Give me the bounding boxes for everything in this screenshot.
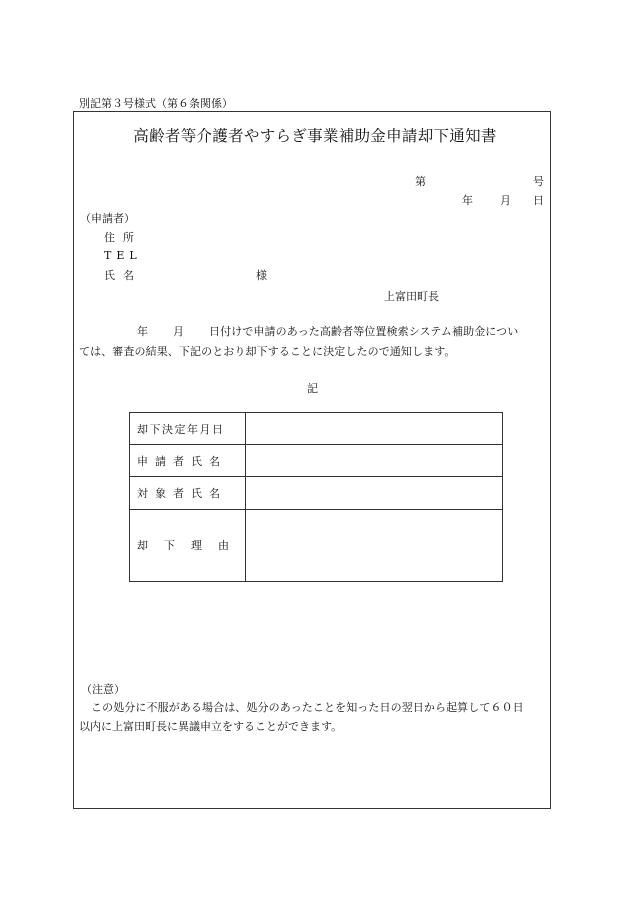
- table-row: [130, 413, 503, 445]
- body-year-label: 年: [137, 325, 148, 338]
- applicant-heading: （申請者）: [80, 212, 135, 225]
- table-row: [130, 509, 503, 581]
- rejection-date-label: 却下決定年月日: [130, 413, 246, 445]
- body-text-line2: ては、審査の結果、下記のとおり却下することに決定したので通知します。: [79, 345, 456, 358]
- rejection-info-table: [129, 412, 503, 582]
- date-year-label: 年: [462, 194, 473, 207]
- body-month-label: 月: [173, 325, 184, 338]
- subject-name-value: [246, 477, 503, 509]
- applicant-name-label: 申請者氏名: [130, 445, 246, 477]
- name-label: 氏名: [104, 269, 142, 282]
- applicant-name-value: [246, 445, 503, 477]
- document-title: 高齢者等介護者やすらぎ事業補助金申請却下通知書: [133, 127, 497, 145]
- honorific-sama: 様: [256, 269, 267, 282]
- tel-label: TEL: [104, 249, 142, 262]
- table-row: [130, 477, 503, 509]
- rejection-date-value: [246, 413, 503, 445]
- table-row: [130, 445, 503, 477]
- ki-heading: 記: [307, 382, 318, 395]
- note-text-line2: 以内に上富田町長に異議申立をすることができます。: [79, 720, 343, 733]
- rejection-reason-value: [246, 509, 503, 581]
- form-label: 別記第３号様式（第６条関係）: [79, 97, 233, 110]
- issuer-name: 上富田町長: [384, 290, 439, 303]
- date-month-label: 月: [500, 194, 511, 207]
- doc-number-suffix: 号: [533, 175, 544, 188]
- date-day-label: 日: [533, 194, 544, 207]
- doc-number-prefix: 第: [415, 175, 426, 188]
- subject-name-label: 対象者氏名: [130, 477, 246, 509]
- body-text-line1: 日付けで申請のあった高齢者等位置検索システム補助金につい: [209, 325, 519, 338]
- note-text-line1: この処分に不服がある場合は、処分のあったことを知った日の翌日から起算して６０日: [91, 701, 524, 714]
- rejection-reason-label: 却下理由: [130, 509, 246, 581]
- address-label: 住所: [104, 231, 142, 244]
- note-heading: （注意）: [81, 683, 125, 696]
